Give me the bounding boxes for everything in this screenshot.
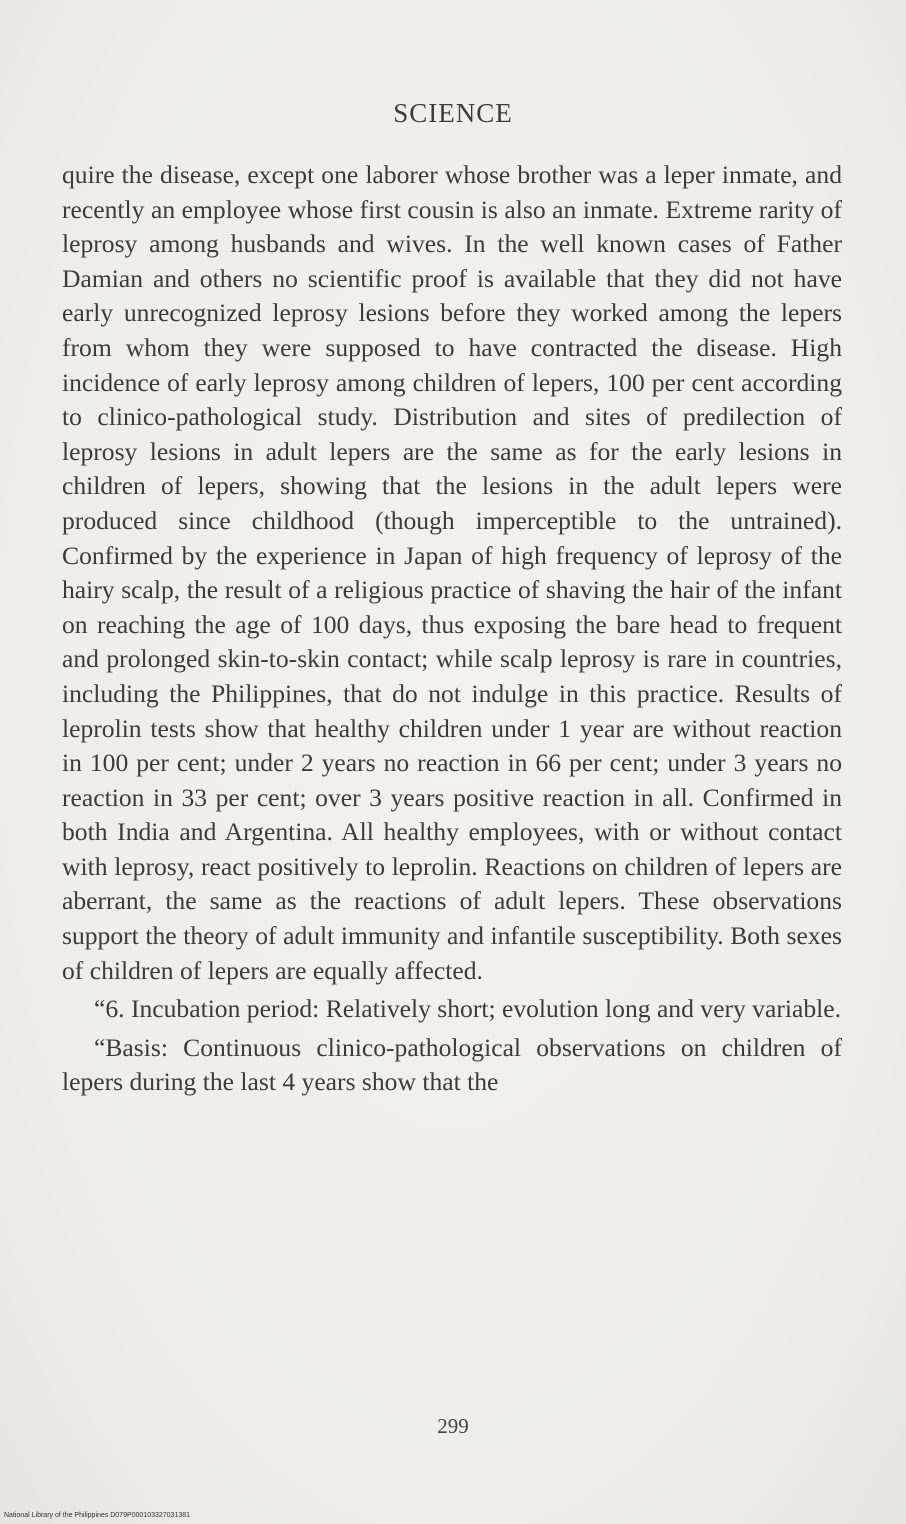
paragraph-3: “Basis: Continuous clinico-pathological observations on children of lepers during the last 4 years show that the <box>62 1032 842 1097</box>
page-number: 299 <box>437 1414 469 1438</box>
archive-mark: National Library of the Philippines D079P000103327031381 <box>4 1512 191 1519</box>
paragraph-1: quire the disease, except one laborer whose brother was a leper inmate, and recently an employee whose first cousin is also an inmate. Extreme rarity of leprosy among husbands and wives. In the well known cases of Father Damian and others no scientific proof is available that they did not have early unrecognized leprosy lesions before they worked among the lepers from whom they were supposed to have contracted the disease. High incidence of early leprosy among children of lepers, 100 per cent according to clinico-pathological study. Distribution and sites of predilection of leprosy lesions in adult lepers are the same as for the early lesions in children of lepers, showing that the lesions in the adult lepers were produced since childhood (though imperceptible to the untrained). Confirmed by the experience in Japan of high frequency of leprosy of the hairy scalp, the result of a religious practice of shaving the hair of the infant on reaching the age of 100 days, thus exposing the bare head to frequent and prolonged skin-to-skin contact; while scalp leprosy is rare in countries, including the Philippines, that do not indulge in this practice. Results of leprolin tests show that healthy children under 1 year are without reaction in 100 per cent; under 2 years no reaction in 66 per cent; under 3 years no reaction in 33 per cent; over 3 years positive reaction in all. Confirmed in both India and Argentina. All healthy employees, with or without contact with leprosy, react positively to leprolin. Reactions on children of lepers are aberrant, the same as the reactions of adult lepers. These observations support the theory of adult immunity and infantile susceptibility. Both sexes of children of lepers are equally affected. <box>62 160 842 985</box>
running-title: SCIENCE <box>393 98 513 128</box>
paragraph-2: “6. Incubation period: Relatively short; evolution long and very variable. <box>94 994 841 1024</box>
body-text <box>62 158 842 1100</box>
